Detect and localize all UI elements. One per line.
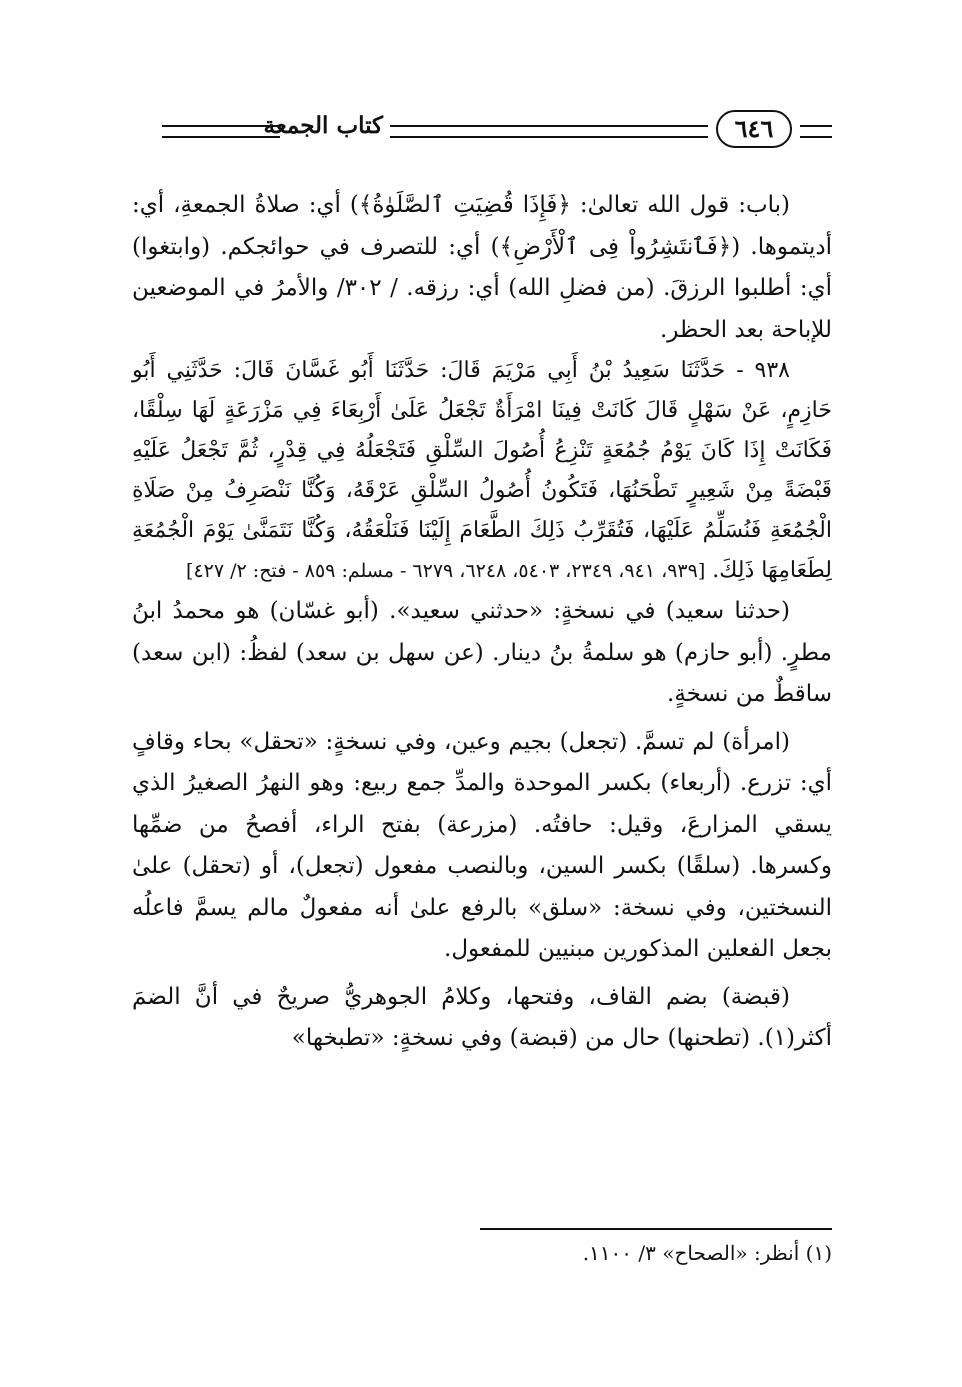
commentary-paragraph-vocabulary: (امرأة) لم تسمَّ. (تجعل) بجيم وعين، وفي نسخةٍ: «تحقل» بحاء وقافٍ أي: تزرع. (أربعاء) بكسر الموحدة والمدِّ جمع ربيع: وهو النهرُ الصغيرُ الذي يسقي المزارعَ، وقيل: حافتُه. (مزرعة) بفتح الراء، أفصحُ من ضمِّها وكسرها. (سلقًا) بكسر السين، وبالنصب مفعول (تجعل)، أو (تحقل) علىٰ النسختين، وفي نسخة: «سلق» بالرفع علىٰ أنه مفعولٌ مالم يسمَّ فاعلُه بجعل الفعلين المذكورين مبنيين للمفعول. xyxy=(132,728,832,962)
footnote-separator xyxy=(480,1228,832,1230)
page-body xyxy=(132,185,832,1060)
header-rule-middle xyxy=(390,125,708,138)
commentary-paragraph-bab: (باب: قول الله تعالىٰ: ﴿فَإِذَا قُضِيَتِ ٱلصَّلَوٰةُ﴾) أي: صلاةُ الجمعةِ، أي: أديتموها. (﴿فَٱنتَشِرُواْ فِى ٱلْأَرْضِ﴾) أي: للتصرف في حوائجكم. (وابتغوا) أي: أطلبوا الرزقَ. (من فضلِ الله) أي: رزقه. / ٣٠٢/ والأمرُ في الموضعين للإباحة بعد الحظر. xyxy=(132,192,832,343)
commentary-paragraph-qabda: (قبضة) بضم القاف، وفتحها، وكلامُ الجوهريُّ صريحٌ في أنَّ الضمَ أكثر(١). (تطحنها) حال من (قبضة) وفي نسخةٍ: «تطبخها» xyxy=(132,983,832,1051)
page-header xyxy=(132,108,832,158)
hadith-paragraph xyxy=(132,351,832,591)
header-rule-left xyxy=(162,125,280,138)
book-title: كتاب الجمعة xyxy=(263,112,383,139)
footnote: (١) أنظر: «الصحاح» ٣/ ١١٠٠. xyxy=(582,1241,832,1265)
hadith-text: ٩٣٨ - حَدَّثَنَا سَعِيدُ بْنُ أَبِي مَرْيَمَ قَالَ: حَدَّثَنَا أَبُو غَسَّانَ قَالَ: حَدَّثَنِي أَبُو حَازِمٍ، عَنْ سَهْلٍ قَالَ كَانَتْ فِينَا امْرَأَةٌ تَجْعَلُ عَلَىٰ أَرْبِعَاءَ فِي مَزْرَعَةٍ لَهَا سِلْقًا، فَكَانَتْ إِذَا كَانَ يَوْمُ جُمُعَةٍ تَنْزِعُ أُصُولَ السِّلْقِ فَتَجْعَلُهُ فِي قِدْرٍ، ثُمَّ تَجْعَلُ عَلَيْهِ قَبْضَةً مِنْ شَعِيرٍ تَطْحَنُهَا، فَتَكُونُ أُصُولُ السِّلْقِ عَرْقَهُ، وَكُنَّا نَنْصَرِفُ مِنْ صَلَاةِ الْجُمُعَةِ فَنُسَلِّمُ عَلَيْهَا، فَتُقَرِّبُ ذَلِكَ الطَّعَامَ إِلَيْنَا فَنَلْعَقُهُ، وَكُنَّا نَتَمَنَّىٰ يَوْمَ الْجُمُعَةِ لِطَعَامِهَا ذَلِكَ. xyxy=(132,358,832,583)
header-rule-right xyxy=(800,125,832,138)
hadith-reference: [٩٣٩، ٩٤١، ٢٣٤٩، ٥٤٠٣، ٦٢٤٨، ٦٢٧٩ - مسلم: ٨٥٩ - فتح: ٢/ ٤٢٧] xyxy=(186,560,706,582)
commentary-paragraph-narrators: (حدثنا سعيد) في نسخةٍ: «حدثني سعيد». (أبو غسّان) هو محمدُ ابنُ مطرٍ. (أبو حازم) هو سلمةُ بنُ دينار. (عن سهل بن سعد) لفظُ: (ابن سعد) ساقطٌ من نسخةٍ. xyxy=(132,598,832,707)
page-number: ٦٤٦ xyxy=(716,110,792,148)
